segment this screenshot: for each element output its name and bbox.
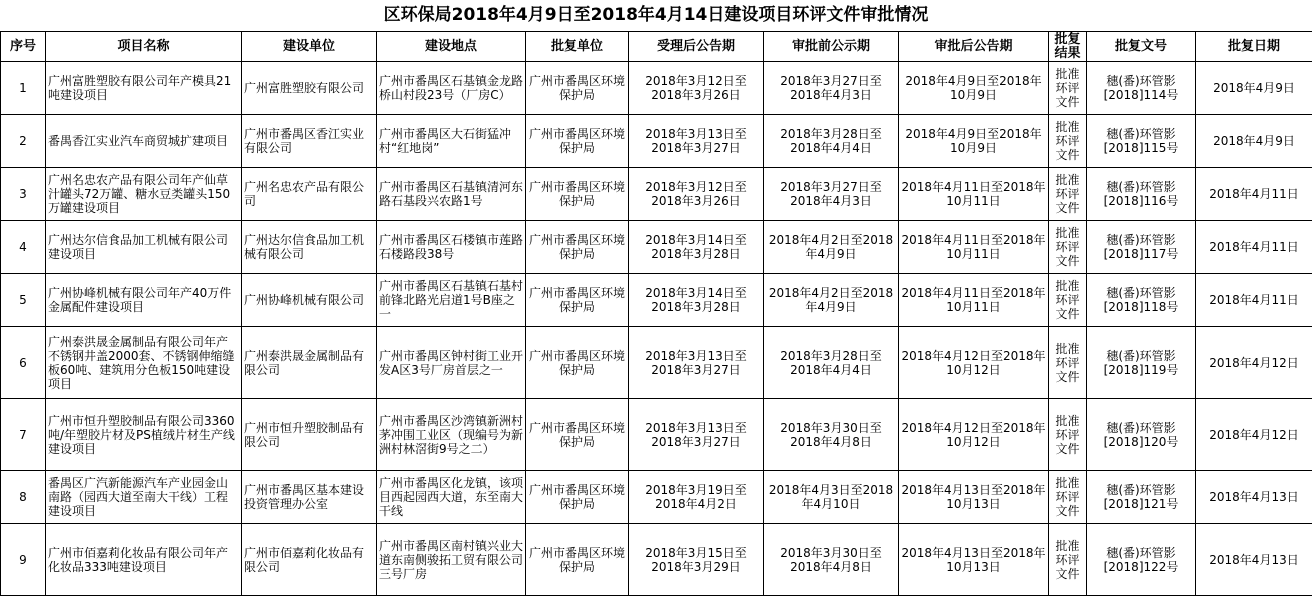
- cell-notice-after: 2018年4月9日至2018年10月9日: [899, 62, 1049, 115]
- cell-approver: 广州市番禺区环境保护局: [526, 168, 629, 221]
- table-row: [1, 399, 1312, 471]
- cell-name: 广州达尔信食品加工机械有限公司建设项目: [46, 221, 242, 274]
- table-row: [1, 471, 1312, 524]
- cell-name: 广州市恒升塑胶制品有限公司3360吨/年塑胶片材及PS植绒片材生产线建设项目: [46, 399, 242, 471]
- cell-location: 广州市番禺区钟村街工业开发A区3号厂房首层之一: [377, 327, 526, 399]
- cell-unit: 广州富胜塑胶有限公司: [242, 62, 377, 115]
- cell-notice-after-accept: 2018年3月13日至2018年3月27日: [629, 115, 764, 168]
- cell-date: 2018年4月9日: [1196, 62, 1312, 115]
- cell-result: 批准环评文件: [1049, 399, 1087, 471]
- cell-approver: 广州市番禺区环境保护局: [526, 274, 629, 327]
- cell-notice-after: 2018年4月13日至2018年10月13日: [899, 471, 1049, 524]
- cell-doc-no: 穗(番)环管影[2018]121号: [1087, 471, 1196, 524]
- cell-doc-no: 穗(番)环管影[2018]115号: [1087, 115, 1196, 168]
- cell-seq: 2: [1, 115, 46, 168]
- cell-notice-after-accept: 2018年3月12日至2018年3月26日: [629, 62, 764, 115]
- header-doc-no: 批复文号: [1087, 32, 1196, 62]
- cell-unit: 广州市番禺区香江实业有限公司: [242, 115, 377, 168]
- cell-unit: 广州名忠农产品有限公司: [242, 168, 377, 221]
- header-result: 批复结果: [1049, 32, 1087, 62]
- cell-name: 广州泰洪晟金属制品有限公司年产不锈钢井盖2000套、不锈钢伸缩缝板60吨、建筑用分色板150吨建设项目: [46, 327, 242, 399]
- cell-seq: 4: [1, 221, 46, 274]
- cell-seq: 5: [1, 274, 46, 327]
- table-row: [1, 115, 1312, 168]
- cell-name: 番禺香江实业汽车商贸城扩建项目: [46, 115, 242, 168]
- cell-result: 批准环评文件: [1049, 471, 1087, 524]
- table-row: [1, 524, 1312, 596]
- cell-notice-after-accept: 2018年3月14日至2018年3月28日: [629, 221, 764, 274]
- cell-location: 广州市番禺区化龙镇，该项目西起园西大道，东至南大干线: [377, 471, 526, 524]
- cell-location: 广州市番禺区南村镇兴业大道东南侧骏拓工贸有限公司三号厂房: [377, 524, 526, 596]
- cell-notice-before: 2018年3月28日至2018年4月4日: [764, 115, 899, 168]
- cell-date: 2018年4月11日: [1196, 274, 1312, 327]
- cell-date: 2018年4月12日: [1196, 327, 1312, 399]
- cell-result: 批准环评文件: [1049, 62, 1087, 115]
- cell-seq: 9: [1, 524, 46, 596]
- cell-doc-no: 穗(番)环管影[2018]119号: [1087, 327, 1196, 399]
- header-notice-after-accept: 受理后公告期: [629, 32, 764, 62]
- cell-doc-no: 穗(番)环管影[2018]118号: [1087, 274, 1196, 327]
- cell-name: 番禺区广汽新能源汽车产业园金山南路（园西大道至南大干线）工程建设项目: [46, 471, 242, 524]
- cell-notice-before: 2018年3月28日至2018年4月4日: [764, 327, 899, 399]
- cell-date: 2018年4月11日: [1196, 221, 1312, 274]
- cell-date: 2018年4月13日: [1196, 471, 1312, 524]
- cell-approver: 广州市番禺区环境保护局: [526, 471, 629, 524]
- table-row: [1, 274, 1312, 327]
- cell-unit: 广州协峰机械有限公司: [242, 274, 377, 327]
- cell-approver: 广州市番禺区环境保护局: [526, 221, 629, 274]
- cell-location: 广州市番禺区大石街猛冲村“红地岗”: [377, 115, 526, 168]
- cell-location: 广州市番禺区石基镇石基村前锋北路光启道1号B座之一: [377, 274, 526, 327]
- cell-result: 批准环评文件: [1049, 524, 1087, 596]
- cell-unit: 广州泰洪晟金属制品有限公司: [242, 327, 377, 399]
- cell-notice-after: 2018年4月12日至2018年10月12日: [899, 399, 1049, 471]
- cell-date: 2018年4月9日: [1196, 115, 1312, 168]
- cell-notice-before: 2018年3月27日至2018年4月3日: [764, 62, 899, 115]
- cell-doc-no: 穗(番)环管影[2018]120号: [1087, 399, 1196, 471]
- cell-seq: 7: [1, 399, 46, 471]
- table-row: [1, 327, 1312, 399]
- cell-notice-before: 2018年4月2日至2018年4月9日: [764, 221, 899, 274]
- cell-notice-before: 2018年3月27日至2018年4月3日: [764, 168, 899, 221]
- cell-notice-after: 2018年4月9日至2018年10月9日: [899, 115, 1049, 168]
- cell-notice-after-accept: 2018年3月12日至2018年3月26日: [629, 168, 764, 221]
- cell-location: 广州市番禺区石基镇金龙路桥山村段23号（厂房C）: [377, 62, 526, 115]
- table-row: [1, 168, 1312, 221]
- header-notice-after: 审批后公告期: [899, 32, 1049, 62]
- cell-approver: 广州市番禺区环境保护局: [526, 327, 629, 399]
- cell-notice-before: 2018年3月30日至2018年4月8日: [764, 399, 899, 471]
- table-row: [1, 221, 1312, 274]
- cell-notice-after-accept: 2018年3月13日至2018年3月27日: [629, 327, 764, 399]
- cell-notice-after: 2018年4月13日至2018年10月13日: [899, 524, 1049, 596]
- cell-seq: 3: [1, 168, 46, 221]
- cell-date: 2018年4月12日: [1196, 399, 1312, 471]
- cell-seq: 1: [1, 62, 46, 115]
- cell-unit: 广州市恒升塑胶制品有限公司: [242, 399, 377, 471]
- header-row: [1, 32, 1312, 62]
- header-notice-before: 审批前公示期: [764, 32, 899, 62]
- cell-location: 广州市番禺区石基镇清河东路石基段兴农路1号: [377, 168, 526, 221]
- header-unit: 建设单位: [242, 32, 377, 62]
- cell-notice-after-accept: 2018年3月14日至2018年3月28日: [629, 274, 764, 327]
- cell-seq: 6: [1, 327, 46, 399]
- cell-approver: 广州市番禺区环境保护局: [526, 399, 629, 471]
- cell-approver: 广州市番禺区环境保护局: [526, 524, 629, 596]
- cell-unit: 广州达尔信食品加工机械有限公司: [242, 221, 377, 274]
- header-name: 项目名称: [46, 32, 242, 62]
- cell-notice-before: 2018年4月2日至2018年4月9日: [764, 274, 899, 327]
- cell-result: 批准环评文件: [1049, 221, 1087, 274]
- header-date: 批复日期: [1196, 32, 1312, 62]
- cell-notice-before: 2018年3月30日至2018年4月8日: [764, 524, 899, 596]
- cell-seq: 8: [1, 471, 46, 524]
- cell-date: 2018年4月11日: [1196, 168, 1312, 221]
- cell-notice-after: 2018年4月11日至2018年10月11日: [899, 221, 1049, 274]
- cell-result: 批准环评文件: [1049, 115, 1087, 168]
- cell-doc-no: 穗(番)环管影[2018]122号: [1087, 524, 1196, 596]
- header-seq: 序号: [1, 32, 46, 62]
- approval-table: [0, 31, 1312, 596]
- cell-notice-after: 2018年4月12日至2018年10月12日: [899, 327, 1049, 399]
- cell-name: 广州富胜塑胶有限公司年产模具21吨建设项目: [46, 62, 242, 115]
- cell-doc-no: 穗(番)环管影[2018]114号: [1087, 62, 1196, 115]
- cell-notice-after: 2018年4月11日至2018年10月11日: [899, 274, 1049, 327]
- cell-name: 广州名忠农产品有限公司年产仙草汁罐头72万罐、糖水豆类罐头150万罐建设项目: [46, 168, 242, 221]
- cell-location: 广州市番禺区石楼镇市莲路石楼路段38号: [377, 221, 526, 274]
- header-approver: 批复单位: [526, 32, 629, 62]
- cell-result: 批准环评文件: [1049, 327, 1087, 399]
- cell-unit: 广州市佰嘉莉化妆品有限公司: [242, 524, 377, 596]
- cell-notice-before: 2018年4月3日至2018年4月10日: [764, 471, 899, 524]
- cell-notice-after: 2018年4月11日至2018年10月11日: [899, 168, 1049, 221]
- cell-approver: 广州市番禺区环境保护局: [526, 62, 629, 115]
- cell-doc-no: 穗(番)环管影[2018]116号: [1087, 168, 1196, 221]
- cell-notice-after-accept: 2018年3月13日至2018年3月27日: [629, 399, 764, 471]
- cell-result: 批准环评文件: [1049, 168, 1087, 221]
- cell-location: 广州市番禺区沙湾镇新洲村茅冲围工业区（现编号为新洲村林滘街9号之二）: [377, 399, 526, 471]
- table-row: [1, 62, 1312, 115]
- cell-date: 2018年4月13日: [1196, 524, 1312, 596]
- page-title: 区环保局2018年4月9日至2018年4月14日建设项目环评文件审批情况: [383, 5, 929, 25]
- cell-approver: 广州市番禺区环境保护局: [526, 115, 629, 168]
- header-location: 建设地点: [377, 32, 526, 62]
- cell-name: 广州协峰机械有限公司年产40万件金属配件建设项目: [46, 274, 242, 327]
- cell-unit: 广州市番禺区基本建设投资管理办公室: [242, 471, 377, 524]
- cell-notice-after-accept: 2018年3月15日至2018年3月29日: [629, 524, 764, 596]
- cell-doc-no: 穗(番)环管影[2018]117号: [1087, 221, 1196, 274]
- cell-result: 批准环评文件: [1049, 274, 1087, 327]
- cell-name: 广州市佰嘉莉化妆品有限公司年产化妆品333吨建设项目: [46, 524, 242, 596]
- cell-notice-after-accept: 2018年3月19日至2018年4月2日: [629, 471, 764, 524]
